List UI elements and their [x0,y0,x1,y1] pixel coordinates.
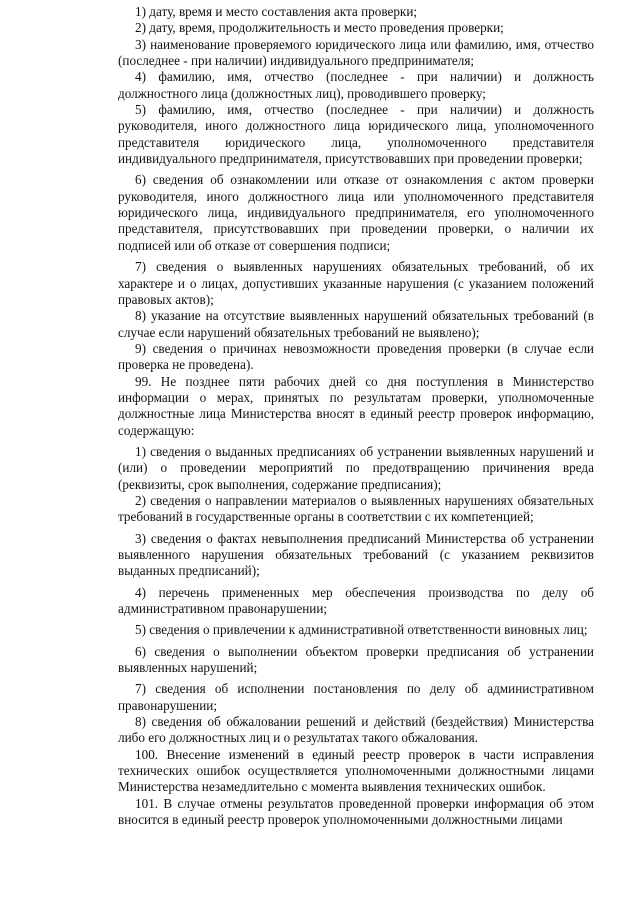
paragraph-item-4: 4) фамилию, имя, отчество (последнее - при наличии) и должность должностного лица (должностных лиц), проводившего проверку; [118,69,594,101]
paragraph-99-item-5: 5) сведения о привлечении к административной ответственности виновных лиц; [135,622,588,638]
paragraph-99-item-8: 8) сведения об обжаловании решений и действий (бездействия) Министерства либо его должностных лиц и о результатах такого обжалования. [118,714,594,746]
paragraph-item-1: 1) дату, время и место составления акта проверки; [135,4,418,19]
paragraph-item-5: 5) фамилию, имя, отчество (последнее - при наличии) и должность руководителя, иного должностного лица юридического лица, уполномоченного представителя юридического лица, уполномоченного представителя индивидуального предпринимателя, присутствовавших при проведении проверки; [118,102,594,167]
paragraph-99-item-2: 2) сведения о направлении материалов о выявленных нарушениях обязательных требований в государственные органы в соответствии с их компетенцией; [118,492,594,525]
paragraph-section-99: 99. Не позднее пяти рабочих дней со дня поступления в Министерство информации о мерах, принятых по результатам проверки, уполномоченные должностные лица Министерства вносят в единый реестр проверок информацию, содержащую: [118,373,594,438]
paragraph-section-101: 101. В случае отмены результатов проведенной проверки информация об этом вносится в единый реестр проверок уполномоченными должностными лицами [118,795,594,828]
paragraph-99-item-4: 4) перечень примененных мер обеспечения производства по делу об административном правонарушении; [118,584,594,617]
paragraph-item-3: 3) наименование проверяемого юридического лица или фамилию, имя, отчество (последнее - при наличии) индивидуального предпринимателя; [118,36,594,69]
paragraph-item-8: 8) указание на отсутствие выявленных нарушений обязательных требований (в случае если нарушений обязательных требований не выявлено); [118,308,594,340]
paragraph-99-item-3: 3) сведения о фактах невыполнения предписаний Министерства об устранении выявленного нарушения обязательных требований (с указанием реквизитов выданных предписаний); [118,530,594,579]
paragraph-99-item-1: 1) сведения о выданных предписаниях об устранении выявленных нарушений и (или) о проведении мероприятий по предотвращению причинения вреда (реквизиты, срок выполнения, содержание предписания); [118,443,594,492]
paragraph-item-2: 2) дату, время, продолжительность и место проведения проверки; [135,20,504,36]
paragraph-99-item-7: 7) сведения об исполнении постановления по делу об административном правонарушении; [118,681,594,713]
paragraph-99-item-6: 6) сведения о выполнении объектом проверки предписания об устранении выявленных нарушений; [118,643,594,676]
paragraph-item-7: 7) сведения о выявленных нарушениях обязательных требований, об их характере и о лицах, допустивших указанные нарушения (с указанием положений правовых актов); [118,259,594,307]
paragraph-section-100: 100. Внесение изменений в единый реестр проверок в части исправления технических ошибок осуществляется уполномоченными должностными лицами Министерства незамедлительно с момента выявления технических ошибок. [118,746,594,795]
document-page [118,4,594,829]
paragraph-item-6: 6) сведения об ознакомлении или отказе от ознакомления с актом проверки руководителя, иного должностного лица или уполномоченного представителя юридического лица, индивидуального предпринимателя, его уполномоченного представителя, присутствовавших при проведении проверки, о наличии их подписей или об отказе от совершения подписи; [118,172,594,253]
paragraph-item-9: 9) сведения о причинах невозможности проведения проверки (в случае если проверка не проведена). [118,340,594,373]
